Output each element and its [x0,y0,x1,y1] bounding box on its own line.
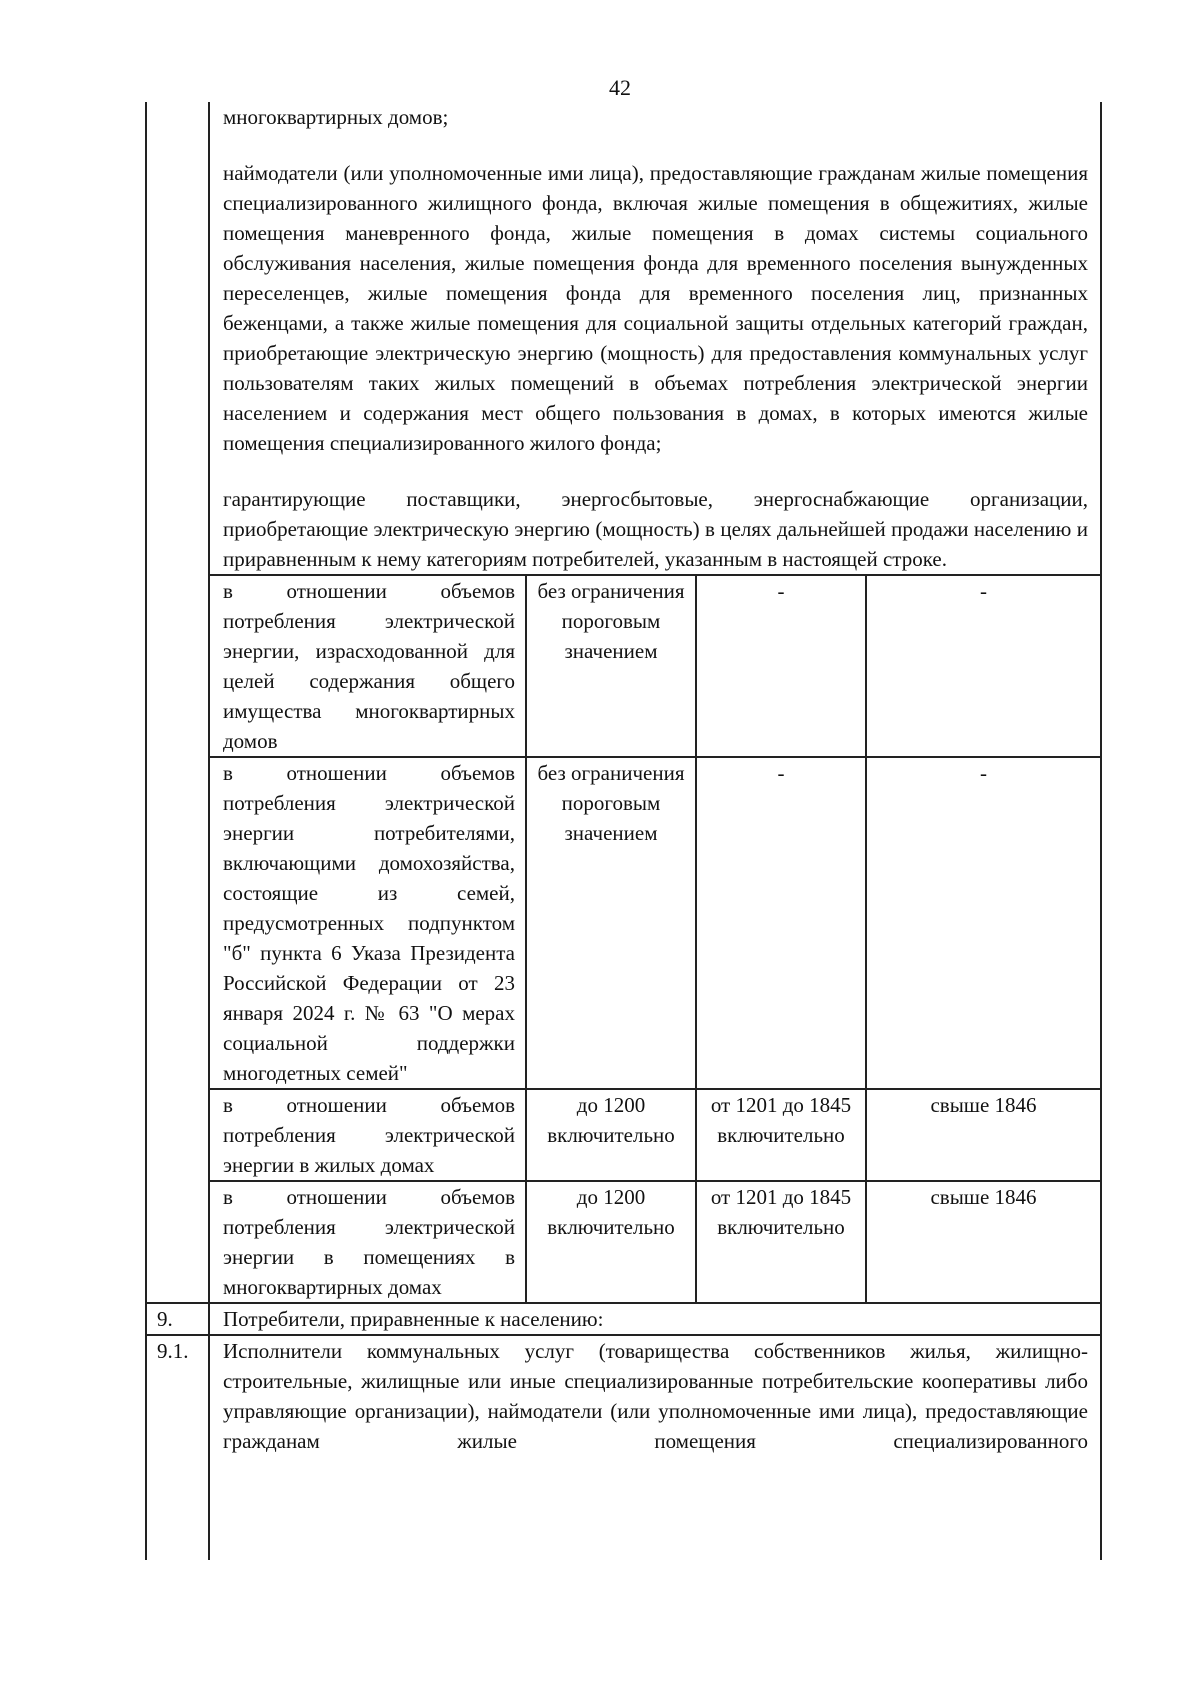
threshold-3: свыше 1846 [866,1181,1100,1302]
threshold-1: без ограничения пороговым значением [526,757,696,1089]
threshold-container [209,575,1101,1303]
section-9-number: 9. [146,1303,209,1335]
threshold-table [210,576,1100,1302]
threshold-2: от 1201 до 1845 включительно [696,1089,866,1181]
row-number-cell [146,575,209,1303]
continuation-row [146,102,1101,575]
intro-paragraph-2: наймодатели (или уполномоченные ими лица), предоставляющие гражданам жилые помещения специализированного жилищного фонда, включая жилые помещения в общежитиях, жилые помещения маневренного фонда, жилые помещения в домах системы социального обслуживания населения, жилые помещения фонда для временного поселения вынужденных переселенцев, жилые помещения фонда для временного поселения лиц, признанных беженцами, а также жилые помещения для социальной защиты отдельных категорий граждан, приобретающие электрическую энергию (мощность) для предоставления коммунальных услуг пользователям таких жилых помещений в объемах потребления электрической энергии населением и содержания мест общего пользования в домах, в которых имеются жилые помещения специализированного жилого фонда; [223,161,1088,455]
threshold-3: свыше 1846 [866,1089,1100,1181]
threshold-3: - [866,757,1100,1089]
threshold-1: до 1200 включительно [526,1181,696,1302]
continuation-text-cell [209,102,1101,575]
section-9-1-number: 9.1. [146,1335,209,1560]
section-9-text: Потребители, приравненные к населению: [223,1307,604,1331]
threshold-rows [146,575,1101,1303]
table-row [210,1181,1100,1302]
section-9-row [146,1303,1101,1335]
threshold-2: от 1201 до 1845 включительно [696,1181,866,1302]
row-description: в отношении объемов потребления электрической энергии, израсходованной для целей содержания общего имущества многоквартирных домов [210,576,526,757]
section-9-cell [209,1303,1101,1335]
threshold-1: без ограничения пороговым значением [526,576,696,757]
row-description: в отношении объемов потребления электрической энергии в помещениях в многоквартирных домах [210,1181,526,1302]
intro-paragraph-1: многоквартирных домов; [223,105,449,129]
table-row [210,757,1100,1089]
threshold-2: - [696,757,866,1089]
row-number-cell [146,102,209,575]
row-description: в отношении объемов потребления электрической энергии потребителями, включающими домохозяйства, состоящие из семей, предусмотренных подпунктом "б" пункта 6 Указа Президента Российской Федерации от 23 января 2024 г. № 63 "О мерах социальной поддержки многодетных семей" [210,757,526,1089]
threshold-2: - [696,576,866,757]
threshold-1: до 1200 включительно [526,1089,696,1181]
table-row [210,576,1100,757]
table-row [210,1089,1100,1181]
intro-paragraph-3: гарантирующие поставщики, энергосбытовые, энергоснабжающие организации, приобретающие электрическую энергию (мощность) в целях дальнейшей продажи населению и приравненным к нему категориям потребителей, указанным в настоящей строке. [223,487,1088,571]
tariff-table [145,102,1102,1560]
section-9-1-row [146,1335,1101,1560]
threshold-3: - [866,576,1100,757]
section-9-1-text: Исполнители коммунальных услуг (товарищества собственников жилья, жилищно-строительные, жилищные или иные специализированные потребительские кооперативы либо управляющие организации), наймодатели (или уполномоченные ими лица), предоставляющие гражданам жилые помещения специализированного [223,1339,1088,1453]
section-9-1-cell [209,1335,1101,1560]
page-number: 42 [609,75,631,100]
row-description: в отношении объемов потребления электрической энергии в жилых домах [210,1089,526,1181]
